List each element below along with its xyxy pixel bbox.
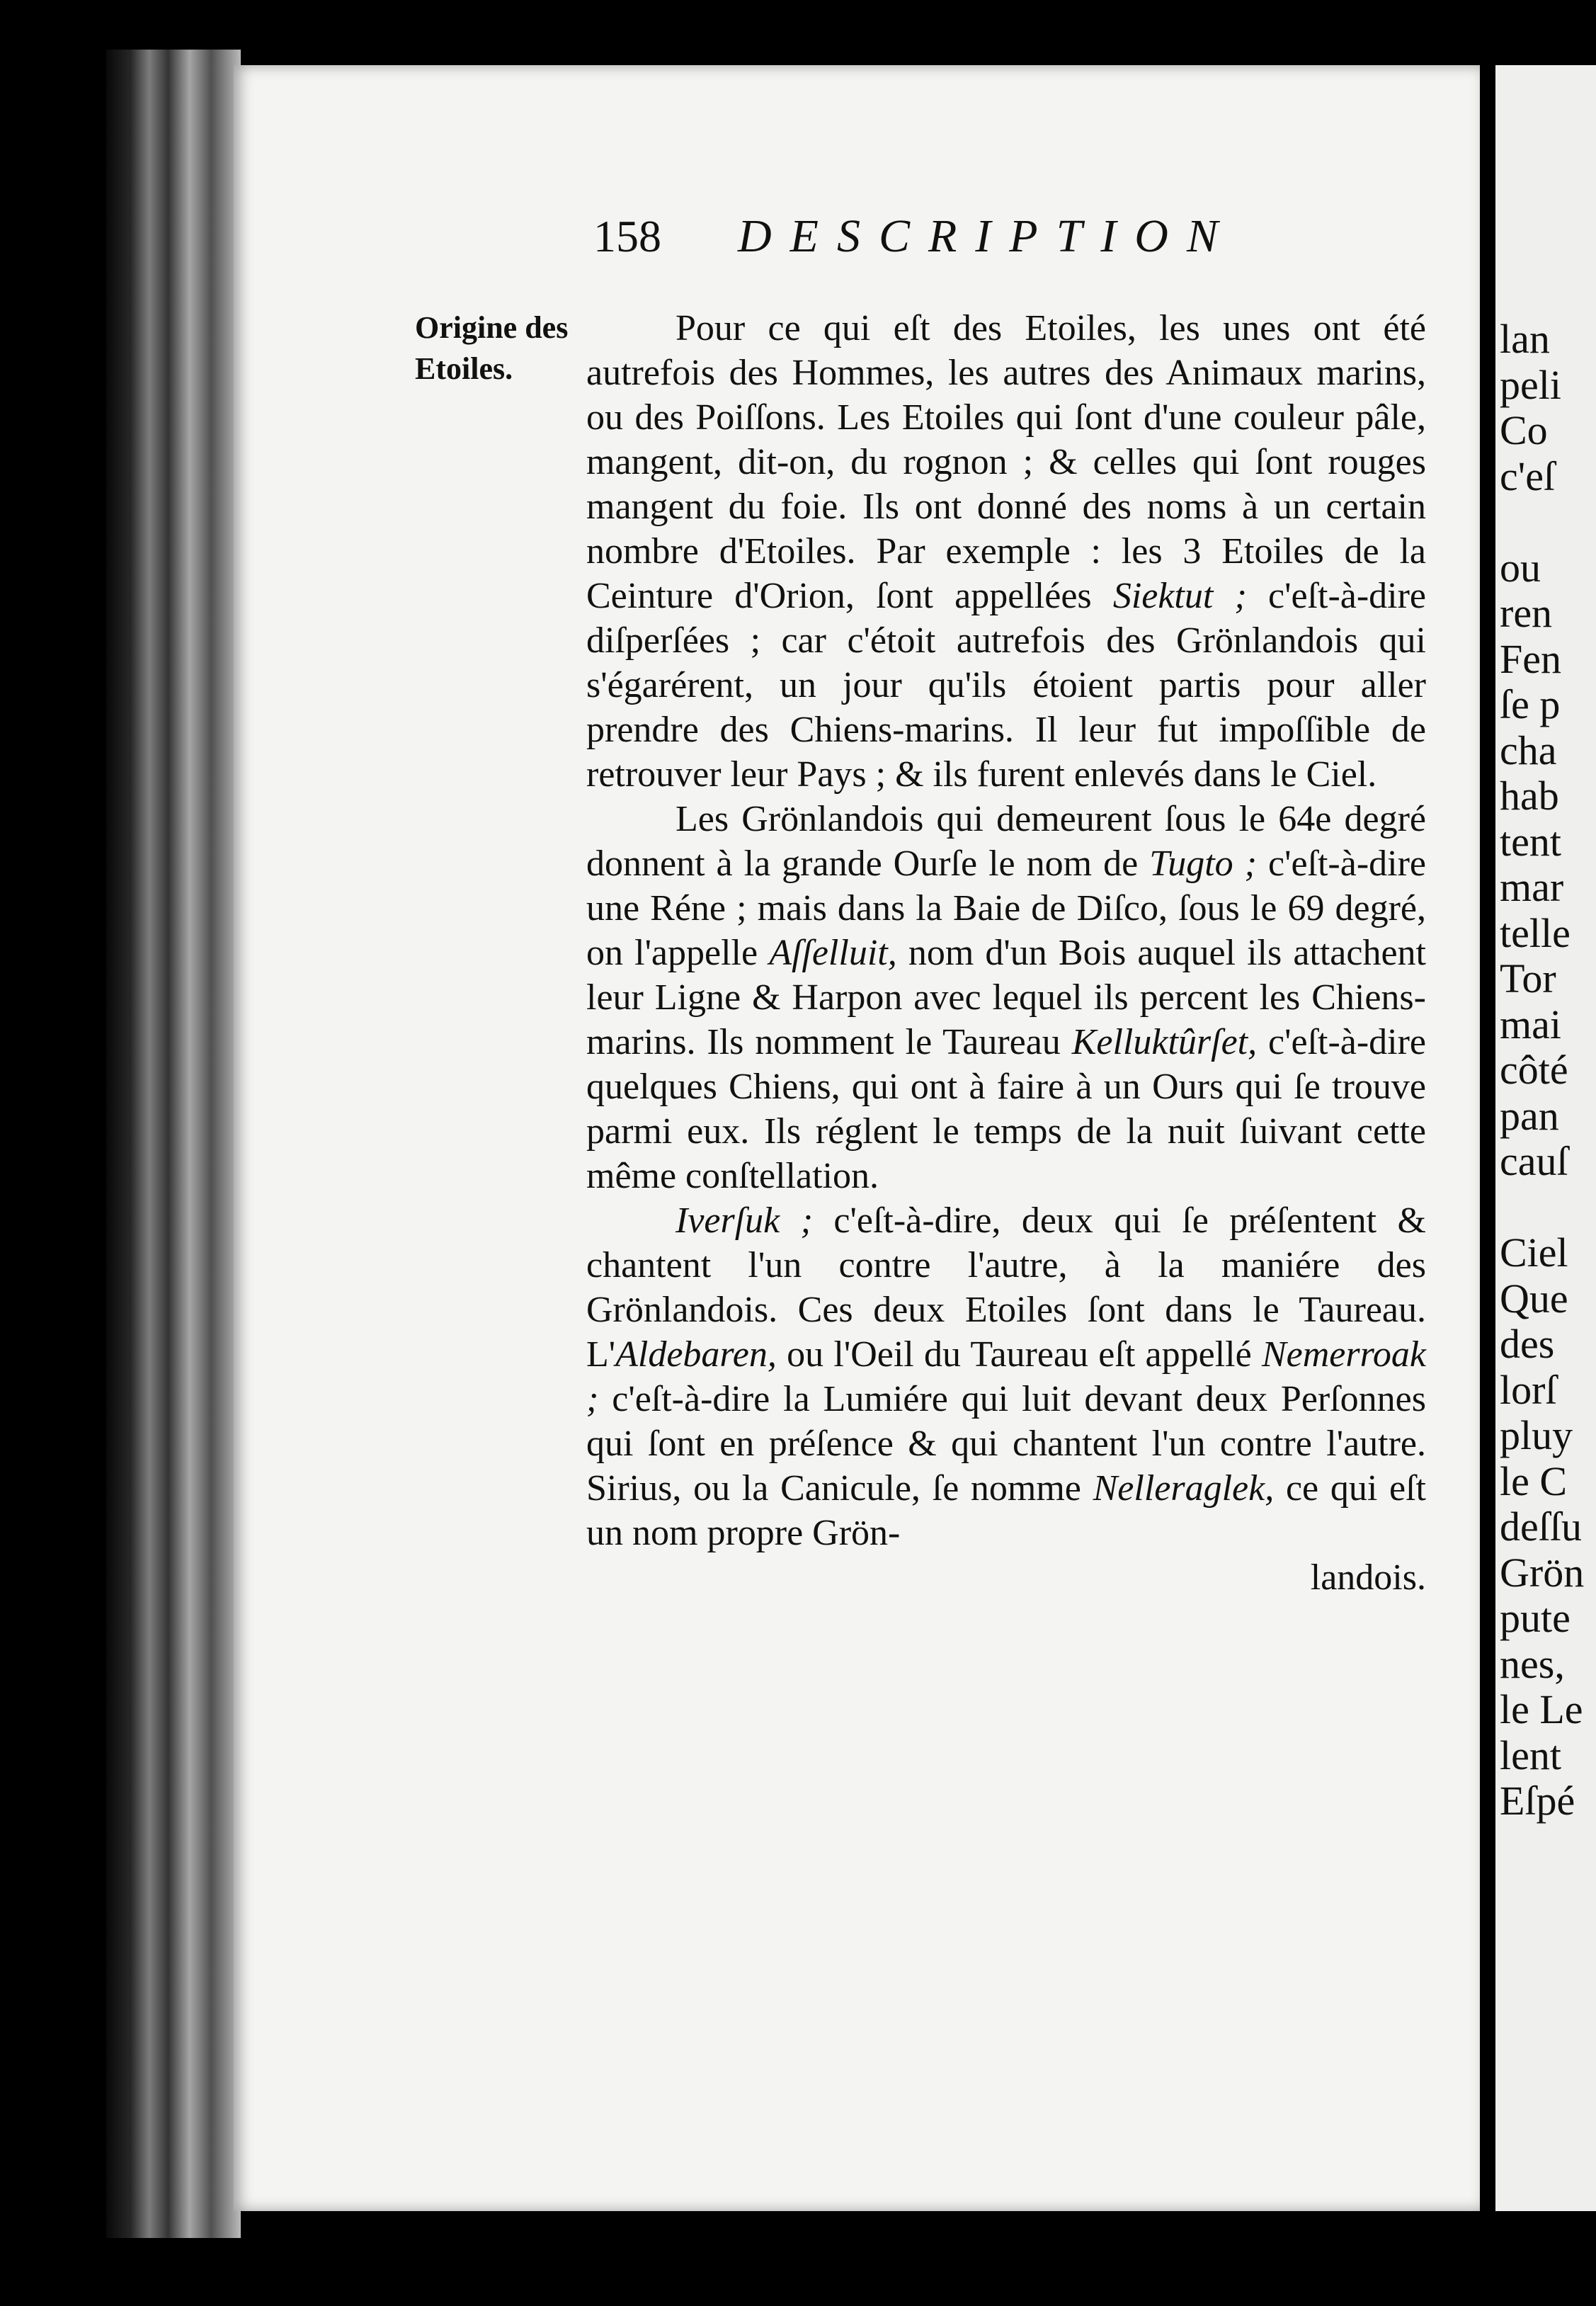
- paragraph-1: [586, 306, 1426, 797]
- paragraph-3: [586, 1198, 1426, 1555]
- facing-page-line: lan: [1500, 316, 1550, 362]
- italic-term: Nemerroak ;: [586, 1334, 1426, 1419]
- facing-page-line: pluy: [1500, 1412, 1573, 1458]
- facing-page-line: mai: [1500, 1001, 1561, 1047]
- paragraph-2: [586, 797, 1426, 1198]
- paragraph-3-continuation: landois.: [1310, 1557, 1426, 1598]
- facing-page-line: cha: [1500, 727, 1557, 773]
- text-run: c'eſt-à-dire diſperſées ; car c'étoit autrefois des Grönlandois qui s'égarérent, un jour qu'ils étoient partis pour aller prendre des Chiens-marins. Il leur fut impoſſible de retrouver leur Pays ; & ils furent enlevés dans le Ciel.: [586, 576, 1427, 795]
- facing-page-line: hab: [1500, 773, 1559, 819]
- facing-page-line: ſe p: [1500, 681, 1561, 727]
- facing-page-line: deſſu: [1500, 1504, 1582, 1550]
- running-title: DESCRIPTION: [738, 210, 1236, 262]
- margin-note-line-1: Origine des: [415, 310, 569, 345]
- italic-term: Aſſelluit,: [769, 933, 897, 973]
- book-spine: [106, 50, 241, 2238]
- facing-page-line: ren: [1500, 590, 1553, 636]
- text-run: c'eſt-à-dire, deux qui ſe préſentent & chantent l'un contre l'autre, à la maniére des Grönlandois. Ces deux Etoiles ſont dans le Taureau. L': [586, 1200, 1426, 1375]
- facing-page-line: peli: [1500, 361, 1561, 408]
- italic-term: Siektut ;: [1112, 576, 1247, 616]
- text-run: ou l'Oeil du Taureau eſt appellé: [776, 1334, 1262, 1375]
- facing-page-line: lent: [1500, 1732, 1561, 1778]
- facing-page-line: Eſpé: [1500, 1778, 1575, 1824]
- italic-term: Aldebaren,: [615, 1334, 777, 1375]
- facing-page-line: des: [1500, 1321, 1555, 1367]
- margin-note: [415, 307, 592, 390]
- facing-page-line: Grön: [1500, 1549, 1585, 1596]
- page-number: 158: [593, 211, 661, 261]
- text-run: Les Grönlandois qui demeurent ſous le 64e degré donnent à la grande Ourſe le nom de: [586, 799, 1426, 884]
- italic-term: Nelleraglek,: [1093, 1468, 1275, 1509]
- facing-page-line: pan: [1500, 1092, 1559, 1139]
- text-run: c'eſt-à-dire une Réne ; mais dans la Baie de Diſco, ſous le 69 degré, on l'appelle: [586, 844, 1426, 973]
- facing-page-line: Co: [1500, 407, 1548, 453]
- facing-page-line: le C: [1500, 1458, 1568, 1504]
- text-run: Pour ce qui eſt des Etoiles, les unes ont été autrefois des Hommes, les autres des Animaux marins, ou des Poiſſons. Les Etoiles qui ſont d'une couleur pâle, mangent, dit-on, du rognon ; & celles qui ſont rouges mangent du foie. Ils ont donné des noms à un certain nombre d'Etoiles. Par exemple : les 3 Etoiles de la Ceinture d'Orion, ſont appellées: [586, 308, 1426, 616]
- text-run: c'eſt-à-dire quelques Chiens, qui ont à faire à un Ours qui ſe trouve parmi eux. Ils réglent le temps de la nuit ſuivant cette même conſtellation.: [586, 1022, 1427, 1196]
- facing-page-line: tent: [1500, 818, 1561, 865]
- facing-page-line: Que: [1500, 1275, 1568, 1322]
- facing-page-line: Ciel: [1500, 1229, 1568, 1276]
- facing-page-line: côté: [1500, 1047, 1568, 1093]
- italic-term: Tugto ;: [1149, 844, 1257, 884]
- facing-page-line: mar: [1500, 864, 1564, 910]
- facing-page: [1495, 65, 1596, 2211]
- facing-page-line: cauſ: [1500, 1138, 1568, 1184]
- facing-page-line: Tor: [1500, 955, 1556, 1001]
- text-run: c'eſt-à-dire la Lumiére qui luit devant deux Perſonnes qui ſont en préſence & qui chantent l'un contre l'autre. Sirius, ou la Canicule, ſe nomme: [586, 1379, 1426, 1509]
- body-text: [586, 306, 1426, 1600]
- facing-page-line: telle: [1500, 909, 1571, 956]
- text-run: nom d'un Bois auquel ils attachent leur Ligne & Harpon avec lequel ils percent les Chiens-marins. Ils nomment le Taureau: [586, 933, 1426, 1062]
- facing-page-line: Fen: [1500, 635, 1561, 682]
- margin-note-line-2: Etoiles.: [415, 351, 513, 386]
- facing-page-line: c'eſ: [1500, 453, 1556, 499]
- italic-term: Iverſuk ;: [676, 1200, 813, 1241]
- page-header: [593, 210, 1236, 266]
- facing-page-line: pute: [1500, 1595, 1571, 1641]
- italic-term: Kelluktûrſet,: [1071, 1022, 1258, 1062]
- text-run: ce qui eſt un nom propre Grön-: [586, 1468, 1426, 1553]
- facing-page-line: ou: [1500, 544, 1541, 591]
- facing-page-line: lorſ: [1500, 1366, 1557, 1413]
- facing-page-line: le Le: [1500, 1686, 1583, 1732]
- facing-page-line: nes,: [1500, 1640, 1565, 1687]
